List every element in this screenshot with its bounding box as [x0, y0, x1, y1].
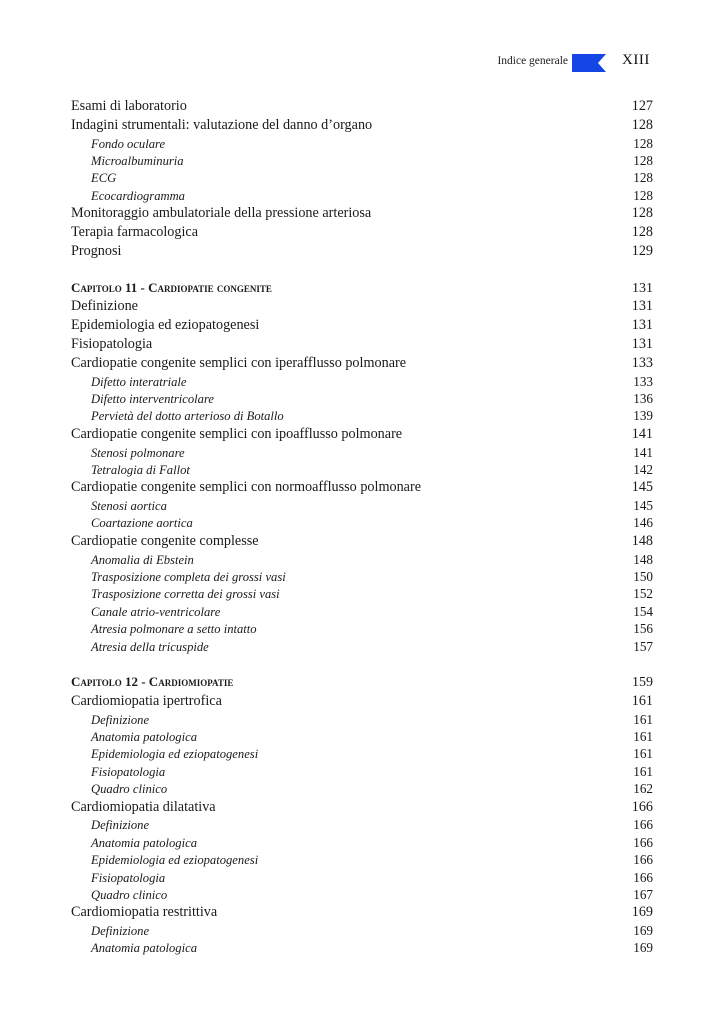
toc-page-number: 154 [633, 603, 653, 619]
toc-page-number: 128 [631, 223, 653, 240]
toc-entry-title: Difetto interventricolare [91, 391, 214, 406]
toc-page-number: 141 [631, 425, 653, 442]
toc-entry-title: Microalbuminuria [91, 153, 184, 168]
toc-page-number: 169 [633, 923, 653, 939]
toc-page-number: 128 [633, 135, 653, 151]
toc-subentry[interactable] [71, 407, 653, 424]
toc-entry-title: Trasposizione completa dei grossi vasi [91, 570, 286, 585]
toc-entry-title: Terapia farmacologica [71, 223, 199, 240]
flag-shape [572, 54, 606, 72]
section-gap [71, 655, 653, 673]
section-label: Indice generale [497, 55, 568, 67]
toc-entry[interactable] [71, 478, 653, 497]
toc-entry-title: Anatomia patologica [91, 729, 197, 744]
toc-page-number: 136 [633, 390, 653, 406]
toc-page-number: 131 [632, 280, 653, 296]
toc-page-number: 128 [633, 187, 653, 203]
toc-subentry[interactable] [71, 816, 653, 833]
toc-entry-title: ECG [91, 171, 117, 186]
toc-page-number: 127 [631, 98, 653, 114]
toc-page-number: 139 [633, 408, 653, 424]
toc-subentry[interactable] [71, 851, 653, 868]
toc-page-number: 166 [633, 817, 653, 833]
toc-entry-title: Pervietà del dotto arterioso di Botallo [91, 409, 284, 424]
toc-page-number: 157 [633, 638, 653, 654]
toc-entry-title: Epidemiologia ed eziopatogenesi [71, 317, 260, 334]
toc-page-number: 161 [633, 728, 653, 744]
toc-entry-title: Capitolo 11 - Cardiopatie congenite [71, 279, 272, 295]
toc-subentry[interactable] [71, 638, 653, 655]
toc-chapter-row[interactable] [71, 673, 653, 692]
toc-entry[interactable] [71, 692, 653, 711]
running-header [0, 52, 723, 72]
toc-subentry[interactable] [71, 551, 653, 568]
toc-entry-title: Fisiopatologia [71, 335, 153, 352]
toc-page-number: 145 [633, 498, 653, 514]
toc-entry-title: Cardiomiopatia dilatativa [71, 798, 216, 815]
toc-entry-title: Cardiopatie congenite semplici con ipoafflusso polmonare [71, 425, 403, 442]
toc-subentry[interactable] [71, 514, 653, 531]
flag-icon [572, 54, 606, 72]
toc-entry[interactable] [71, 354, 653, 373]
toc-entry-title: Anatomia patologica [91, 941, 197, 956]
toc-entry-title: Esami di laboratorio [71, 98, 187, 114]
toc-page-number: 145 [631, 479, 653, 496]
toc-entry-title: Stenosi polmonare [91, 445, 185, 460]
toc-entry-title: Coartazione aortica [91, 516, 193, 531]
toc-page-number: 161 [631, 692, 653, 709]
toc-subentry[interactable] [71, 585, 653, 602]
toc-page-number: 150 [633, 569, 653, 585]
toc-subentry[interactable] [71, 620, 653, 637]
toc-entry[interactable] [71, 316, 653, 335]
toc-entry[interactable] [71, 97, 653, 116]
toc-page-number: 161 [633, 763, 653, 779]
toc-subentry[interactable] [71, 169, 653, 186]
toc-entry-title: Stenosi aortica [91, 499, 167, 514]
toc-entry-title: Cardiomiopatia ipertrofica [71, 692, 222, 709]
toc-entry-title: Cardiomiopatia restrittiva [71, 904, 218, 921]
toc-entry[interactable] [71, 335, 653, 354]
toc-entry-title: Capitolo 12 - Cardiomiopatie [71, 674, 234, 689]
toc-entry-title: Quadro clinico [91, 782, 168, 797]
toc-entry-title: Canale atrio-ventricolare [91, 604, 221, 619]
toc-entry-title: Definizione [91, 924, 150, 939]
toc-page-number: 129 [631, 242, 653, 259]
toc-entry-title: Definizione [71, 298, 138, 315]
toc-entry[interactable] [71, 425, 653, 444]
toc-entry-title: Trasposizione corretta dei grossi vasi [91, 587, 280, 602]
toc-page-number: 152 [633, 586, 653, 602]
toc-entry-title: Definizione [91, 712, 150, 727]
toc-entry-title: Epidemiologia ed eziopatogenesi [91, 853, 259, 868]
toc-page-number: 159 [632, 675, 653, 690]
toc-page-number: 161 [633, 711, 653, 727]
toc-subentry[interactable] [71, 745, 653, 762]
toc-subentry[interactable] [71, 390, 653, 407]
toc-page-number: 146 [633, 515, 653, 531]
toc-page-number: 161 [633, 746, 653, 762]
toc-page-number: 148 [631, 532, 653, 549]
toc-page-number: 162 [633, 781, 653, 797]
toc-entry[interactable] [71, 532, 653, 551]
toc-entry-title: Cardiopatie congenite complesse [71, 532, 259, 549]
toc-entry-title: Cardiopatie congenite semplici con normoafflusso polmonare [71, 479, 421, 496]
toc-subentry[interactable] [71, 187, 653, 204]
toc-entry-title: Quadro clinico [91, 887, 168, 902]
toc-entry-title: Ecocardiogramma [91, 188, 185, 203]
toc-subentry[interactable] [71, 373, 653, 390]
toc-page-number: 128 [631, 116, 653, 133]
toc-subentry[interactable] [71, 497, 653, 514]
toc-entry-title: Cardiopatie congenite semplici con iperafflusso polmonare [71, 354, 407, 371]
toc-subentry[interactable] [71, 939, 653, 956]
toc-page-number: 131 [631, 335, 653, 352]
toc-entry[interactable] [71, 242, 653, 261]
toc-entry[interactable] [71, 798, 653, 817]
toc-subentry[interactable] [71, 886, 653, 903]
toc-entry-title: Fisiopatologia [91, 870, 166, 885]
toc-entry[interactable] [71, 204, 653, 223]
toc-subentry[interactable] [71, 869, 653, 886]
toc-subentry[interactable] [71, 152, 653, 169]
toc-page-number: 133 [631, 354, 653, 371]
toc-subentry[interactable] [71, 603, 653, 620]
toc-subentry[interactable] [71, 834, 653, 851]
toc-page-number: 133 [633, 373, 653, 389]
toc-page-number: 169 [633, 940, 653, 956]
toc-page-number: 131 [631, 298, 653, 315]
toc-entry-title: Tetralogia di Fallot [91, 462, 190, 477]
toc-entry-title: Atresia della tricuspide [91, 639, 209, 654]
toc-page-number: 156 [633, 621, 653, 637]
toc-entry-title: Epidemiologia ed eziopatogenesi [91, 747, 259, 762]
toc-page-number: 166 [633, 852, 653, 868]
page-number: XIII [622, 52, 650, 68]
toc-page-number: 166 [633, 834, 653, 850]
toc-subentry[interactable] [71, 711, 653, 728]
toc-page-number: 142 [633, 461, 653, 477]
toc-entry-title: Definizione [91, 818, 150, 833]
toc-entry-title: Fisiopatologia [91, 764, 166, 779]
toc-entry-title: Difetto interatriale [91, 374, 187, 389]
toc-page-number: 128 [631, 205, 653, 222]
toc-entry-title: Fondo oculare [91, 136, 166, 151]
toc-subentry[interactable] [71, 763, 653, 780]
toc-page-number: 167 [633, 886, 653, 902]
toc-page-number: 166 [631, 798, 653, 815]
toc-page-number: 169 [631, 904, 653, 921]
toc-page-number: 148 [633, 551, 653, 567]
toc-subentry[interactable] [71, 568, 653, 585]
toc-subentry[interactable] [71, 922, 653, 939]
toc-entry-title: Indagini strumentali: valutazione del danno d’organo [71, 116, 373, 133]
toc-entry-title: Anomalia di Ebstein [91, 552, 194, 567]
toc-chapter-row[interactable] [71, 279, 653, 298]
toc-page-number: 128 [633, 170, 653, 186]
toc-subentry[interactable] [71, 461, 653, 478]
toc-entry[interactable] [71, 297, 653, 316]
toc-entry-title: Prognosi [71, 242, 122, 259]
toc-subentry[interactable] [71, 135, 653, 152]
toc-entry[interactable] [71, 223, 653, 242]
section-gap [71, 261, 653, 279]
toc-page-number: 128 [633, 152, 653, 168]
toc-page-number: 141 [633, 444, 653, 460]
toc-entry-title: Atresia polmonare a setto intatto [91, 622, 257, 637]
toc-page-number: 131 [631, 317, 653, 334]
toc-page-number: 166 [633, 869, 653, 885]
toc-entry-title: Anatomia patologica [91, 835, 197, 850]
toc-entry[interactable] [71, 903, 653, 922]
toc-entry[interactable] [71, 116, 653, 135]
table-of-contents [71, 97, 653, 957]
toc-subentry[interactable] [71, 728, 653, 745]
toc-subentry[interactable] [71, 780, 653, 797]
toc-entry-title: Monitoraggio ambulatoriale della pressione arteriosa [71, 205, 372, 222]
toc-subentry[interactable] [71, 444, 653, 461]
